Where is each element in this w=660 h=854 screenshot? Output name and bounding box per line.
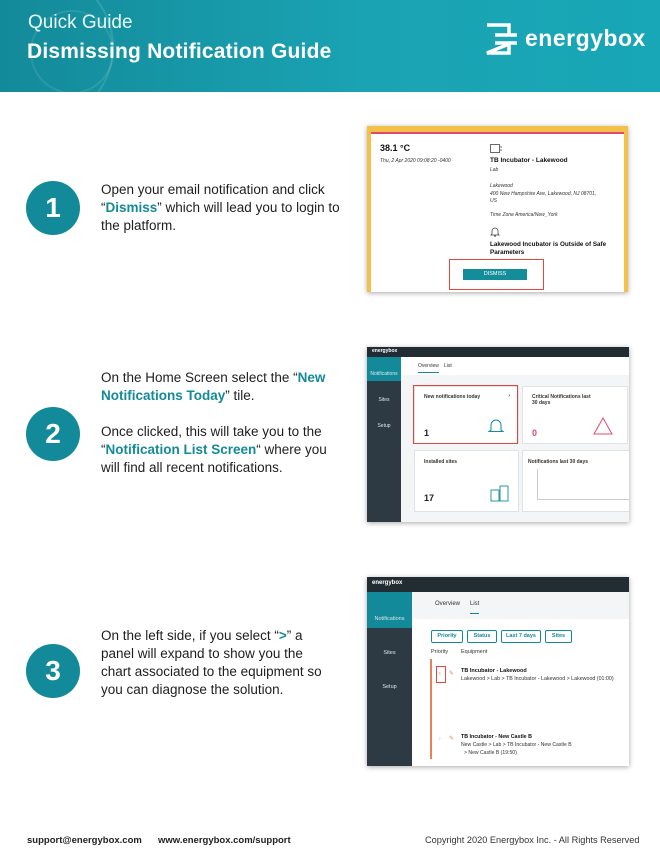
step-1-text (101, 181, 341, 235)
sensor-icon (490, 144, 502, 153)
buildings-icon (490, 484, 510, 502)
sidebar-item-notifications[interactable] (367, 357, 401, 381)
row-path: New Castle > Lab > TB Incubator - New Castle B (461, 742, 572, 748)
tab-list[interactable]: List (444, 363, 452, 369)
chevron-right-icon[interactable]: › (439, 736, 441, 742)
alert-title: Parameters (490, 249, 525, 256)
warning-icon (593, 417, 613, 435)
sidebar-item-sites[interactable]: Sites (383, 650, 396, 656)
tile-installed-sites[interactable] (414, 450, 519, 512)
chevron-right-icon: › (508, 393, 510, 399)
app-topbar (367, 347, 629, 357)
step-paragraph (101, 369, 341, 405)
pencil-icon: ✎ (449, 671, 455, 677)
app-sidebar (367, 357, 401, 522)
step-number: 3 (26, 644, 80, 698)
sidebar-label: Notifications (374, 616, 405, 622)
equipment-name: TB Incubator - Lakewood (490, 157, 568, 164)
step-text-part: ” which will lead you to login to the platform. (101, 200, 340, 233)
step-text-part: “ where you will find all recent notifications. (101, 442, 327, 475)
header-banner (0, 0, 660, 92)
sidebar-item-setup[interactable]: Setup (377, 423, 391, 429)
column-header: Priority (431, 649, 449, 655)
brand: energybox (372, 580, 403, 586)
tab-overview[interactable]: Overview (435, 601, 461, 607)
alert-line (371, 132, 624, 134)
step-text-part: Once clicked, this will take you to the “ (101, 424, 322, 457)
email-screenshot (367, 126, 628, 292)
home-screen-screenshot (367, 347, 629, 522)
tab-overview[interactable]: Overview (418, 363, 439, 373)
filter-sites[interactable]: Sites (545, 630, 572, 643)
expand-highlight: > (278, 628, 287, 643)
site-name: Lakewood (490, 183, 513, 189)
list-screen-screenshot (367, 577, 629, 766)
step-2-text (101, 369, 341, 477)
tile-critical-notifications[interactable] (522, 386, 628, 444)
step-number: 1 (26, 181, 80, 235)
row-title: TB Incubator - Lakewood (461, 668, 527, 674)
sidebar-item-setup[interactable]: Setup (382, 684, 397, 690)
tile-title: Installed sites (424, 459, 458, 465)
logo-text: energybox (525, 25, 646, 51)
support-site-link[interactable]: www.energybox.com/support (158, 835, 291, 846)
filter-status[interactable]: Status (467, 630, 497, 643)
step-text-part: On the left side, if you select “ (101, 628, 279, 643)
step-text-part: On the Home Screen select the “ (101, 370, 298, 385)
dismiss-button[interactable]: DISMISS (463, 269, 527, 280)
row-path: Lakewood > Lab > TB Incubator - Lakewood > Lakewood (01:00) (461, 676, 614, 682)
tab-bar (412, 592, 629, 619)
kicker: Quick Guide (28, 12, 133, 33)
tile-title: New notifications today (424, 394, 481, 400)
logo-mark-icon (483, 22, 521, 56)
row-title: TB Incubator - New Castle B (461, 734, 532, 740)
filter-priority[interactable]: Priority (431, 630, 463, 643)
sidebar-label: Notifications (370, 371, 398, 377)
brand: energybox (372, 348, 398, 354)
page-title: Dismissing Notification Guide (27, 40, 332, 63)
timezone: Time Zone America/New_York (490, 212, 558, 218)
sidebar-item-notifications[interactable] (367, 592, 412, 628)
tile-value: 0 (532, 428, 538, 438)
border-side (367, 132, 371, 292)
filter-date[interactable]: Last 7 days (501, 630, 541, 643)
alert-title: Lakewood Incubator is Outside of Safe (490, 241, 607, 248)
new-notifications-highlight: New Notifications Today (101, 370, 326, 403)
tile-value: 1 (424, 428, 430, 438)
pencil-icon: ✎ (449, 736, 455, 742)
step-text-part: Open your email notification and click “ (101, 182, 325, 215)
highlight-box (413, 385, 518, 444)
bell-icon (490, 226, 500, 237)
dismiss-highlight: Dismiss (105, 200, 158, 215)
row-path: > New Castle B (19:50) (464, 750, 517, 756)
chevron-right-icon[interactable]: › (439, 671, 441, 677)
tile-notifications-chart[interactable] (522, 450, 629, 512)
step-text-part: ” a panel will expand to show you the chart associated to the equipment so you can diagnose the solution. (101, 628, 322, 697)
step-number: 2 (26, 407, 80, 461)
address-line: US (490, 198, 497, 204)
mini-chart (537, 469, 629, 500)
sidebar-item-sites[interactable]: Sites (378, 397, 390, 403)
temperature: 38.1 °C (380, 143, 411, 153)
step-text-part: ” tile. (225, 388, 255, 403)
support-email-link[interactable]: support@energybox.com (27, 835, 142, 846)
space-name: Lab (490, 167, 499, 173)
column-header: Equipment (461, 649, 488, 655)
tab-list[interactable]: List (470, 601, 479, 614)
tile-value: 17 (424, 493, 435, 503)
energybox-logo (483, 22, 653, 58)
tab-bar (401, 357, 629, 375)
step-3-text (101, 627, 336, 699)
tile-title: Notifications last 30 days (528, 459, 589, 465)
step-paragraph (101, 423, 341, 477)
date: Thu, 2 Apr 2020 09:08:20 -0400 (380, 158, 451, 164)
highlight-box (436, 666, 446, 683)
app-sidebar (367, 592, 412, 766)
app-topbar (367, 577, 629, 592)
tile-title: Critical Notifications last 30 days (532, 394, 591, 406)
row-marker (430, 659, 432, 759)
border-side (624, 132, 628, 292)
copyright: Copyright 2020 Energybox Inc. - All Rights Reserved (425, 835, 640, 845)
notification-list-highlight: Notification List Screen (105, 442, 257, 457)
highlight-box (449, 259, 544, 290)
address-line: 400 New Hampshire Ave, Lakewood, NJ 08701, (490, 191, 597, 197)
